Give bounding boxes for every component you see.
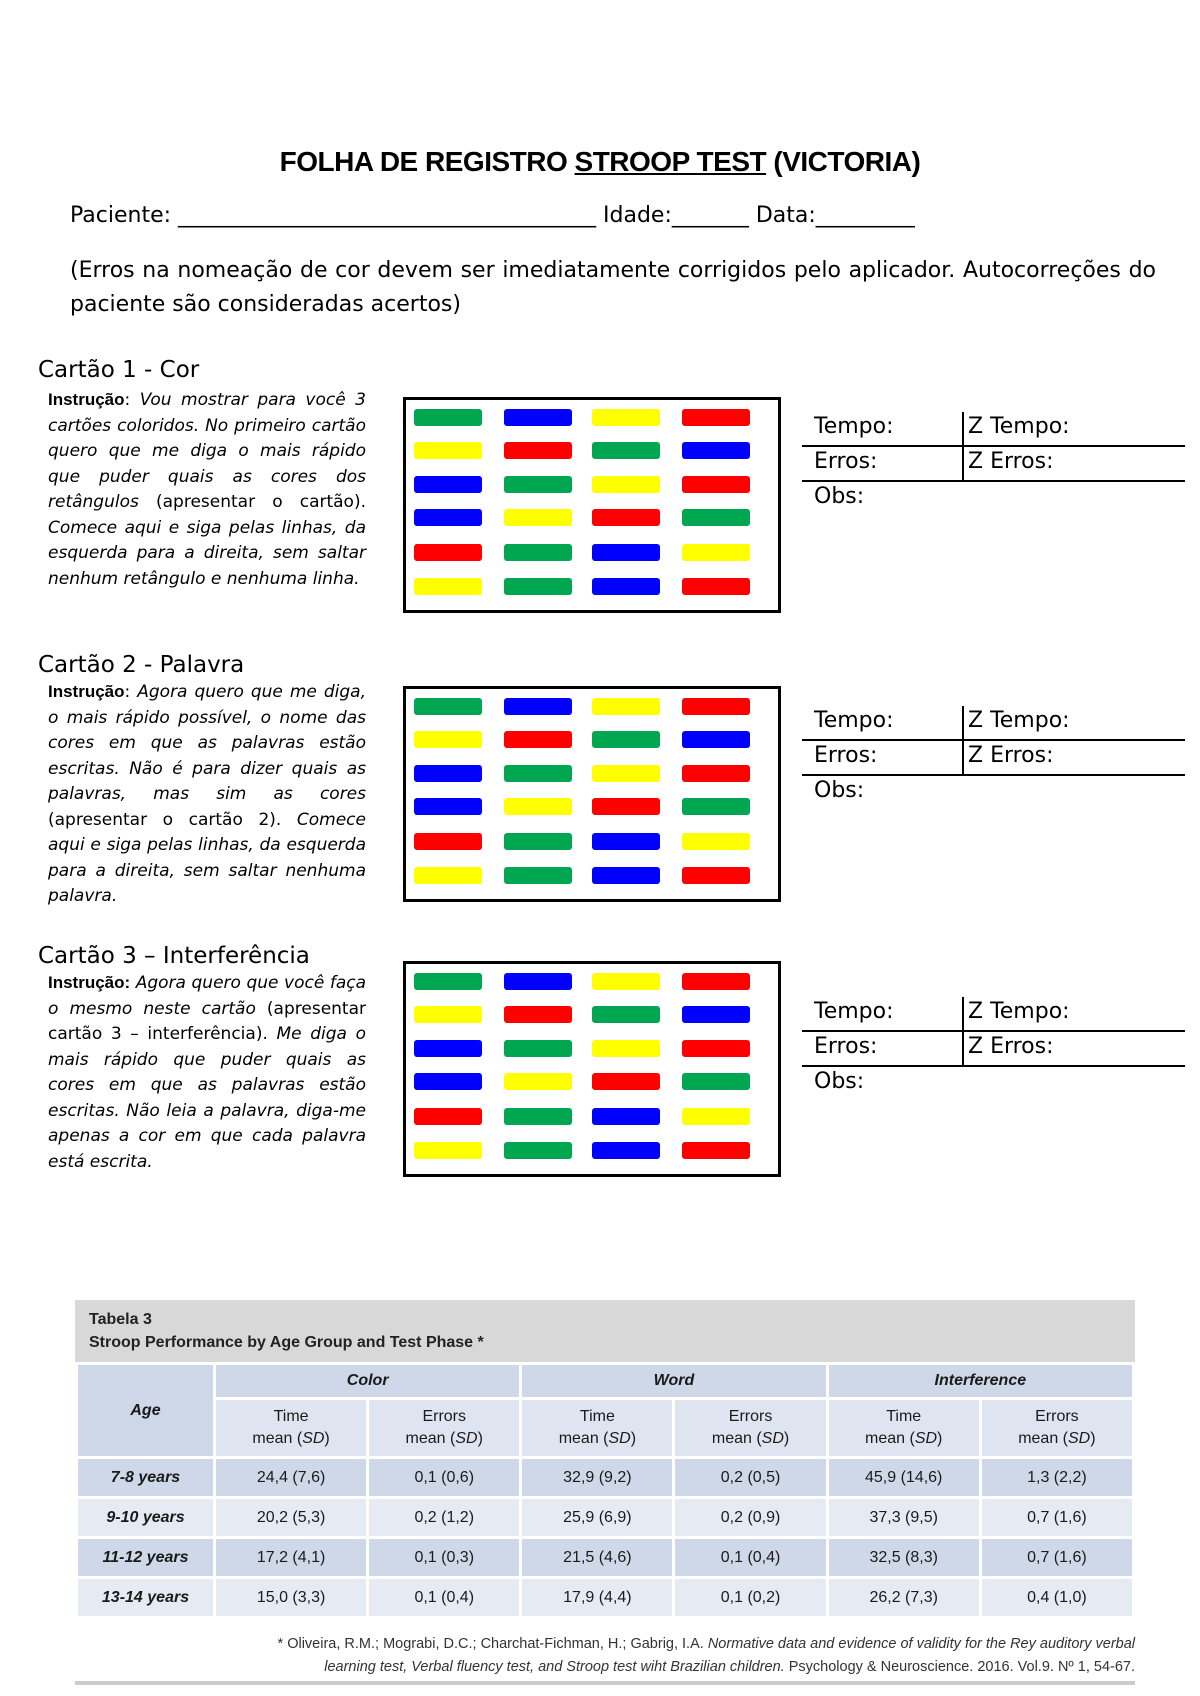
color-bar-red (592, 1073, 660, 1090)
value-cell: 0,1 (0,6) (368, 1458, 521, 1498)
title-prefix: FOLHA DE REGISTRO (279, 146, 575, 177)
color-bar-green (682, 798, 750, 815)
color-bar-green (414, 698, 482, 715)
color-bar-green (504, 867, 572, 884)
age-group-cell: 9-10 years (77, 1498, 215, 1538)
score-fields (802, 706, 1185, 809)
color-bar-yellow (414, 731, 482, 748)
color-bar-red (682, 765, 750, 782)
z-erros-label: Z Erros: (968, 743, 1054, 768)
value-cell: 0,1 (0,2) (674, 1578, 827, 1618)
color-bar-green (682, 509, 750, 526)
sub-header-label: Errors (422, 1408, 467, 1425)
stat-prefix: mean ( (1018, 1430, 1068, 1447)
correction-notice: (Erros na nomeação de cor devem ser imediatamente corrigidos pelo aplicador. Autocorreções do paciente são consideradas acertos) (70, 258, 1156, 317)
instruction-text: (apresentar o cartão). (155, 492, 366, 512)
value-cell: 0,2 (0,5) (674, 1458, 827, 1498)
color-bar-green (504, 833, 572, 850)
group-header-interference: Interference (827, 1364, 1133, 1399)
color-bar-red (504, 1006, 572, 1023)
color-bar-green (504, 765, 572, 782)
erros-label: Erros: (814, 1034, 878, 1059)
value-cell: 0,4 (1,0) (980, 1578, 1133, 1618)
title-underlined: STROOP TEST (574, 146, 767, 177)
table-row (77, 1498, 1134, 1538)
erros-label: Erros: (814, 743, 878, 768)
sub-header-label: Errors (1035, 1408, 1079, 1425)
color-bar-blue (592, 578, 660, 595)
value-cell: 0,7 (1,6) (980, 1498, 1133, 1538)
instruction-text: Me diga o mais rápido que puder quais as cores em que as palavras estão escritas. Não leia a palavra, diga-me apenas a cor em que cada palavra está escrita. (48, 1024, 366, 1172)
age-group-cell: 11-12 years (77, 1538, 215, 1578)
value-cell: 21,5 (4,6) (521, 1538, 674, 1578)
value-cell: 32,9 (9,2) (521, 1458, 674, 1498)
color-bar-green (504, 1108, 572, 1125)
erros-label: Erros: (814, 449, 878, 474)
color-bar-yellow (414, 1142, 482, 1159)
color-bar-yellow (682, 1108, 750, 1125)
stat-sd: SD (608, 1430, 631, 1447)
group-header-word: Word (521, 1364, 827, 1399)
instruction-label: Instrução (48, 390, 125, 409)
stat-sd: SD (761, 1430, 784, 1447)
z-tempo-label: Z Tempo: (968, 708, 1070, 733)
card-instruction (48, 387, 366, 592)
sub-header-errors (674, 1399, 827, 1458)
reference-citation (75, 1633, 1135, 1679)
color-bar-red (414, 833, 482, 850)
instruction-label: Instrução: (48, 973, 131, 992)
sub-header-stat (829, 1428, 979, 1450)
color-bar-red (414, 1108, 482, 1125)
obs-label: Obs: (814, 484, 865, 509)
color-bar-green (504, 1040, 572, 1057)
stat-prefix: mean ( (711, 1430, 762, 1447)
color-bar-blue (592, 1142, 660, 1159)
color-bar-yellow (414, 1006, 482, 1023)
sub-header-stat (675, 1428, 825, 1450)
score-fields (802, 997, 1185, 1100)
reference-title-part1: Normative data and evidence of validity for the Rey auditory verbal (707, 1636, 1135, 1652)
value-cell: 25,9 (6,9) (521, 1498, 674, 1538)
color-bar-blue (414, 509, 482, 526)
reference-authors: * Oliveira, R.M.; Mograbi, D.C.; Charchat-Fichman, H.; Gabrig, I.A. (277, 1636, 708, 1652)
color-bar-red (682, 973, 750, 990)
table-row (77, 1538, 1134, 1578)
color-bar-red (682, 867, 750, 884)
instruction-label: Instrução (48, 682, 125, 701)
color-bar-yellow (414, 867, 482, 884)
stat-suffix: ) (477, 1430, 483, 1447)
color-bar-red (682, 1142, 750, 1159)
value-cell: 45,9 (14,6) (827, 1458, 980, 1498)
color-bar-yellow (504, 798, 572, 815)
color-bar-yellow (682, 833, 750, 850)
table-row (77, 1458, 1134, 1498)
score-row (802, 741, 1185, 776)
value-cell: 26,2 (7,3) (827, 1578, 980, 1618)
stat-suffix: ) (937, 1430, 943, 1447)
color-bar-yellow (592, 476, 660, 493)
value-cell: 1,3 (2,2) (980, 1458, 1133, 1498)
color-bar-blue (682, 731, 750, 748)
sub-header-label: Time (579, 1408, 615, 1425)
value-cell: 0,2 (0,9) (674, 1498, 827, 1538)
stat-prefix: mean ( (865, 1430, 915, 1447)
color-bar-blue (414, 1040, 482, 1057)
table-sub-header-row (77, 1399, 1134, 1458)
color-bar-yellow (592, 698, 660, 715)
sub-header-stat (522, 1428, 672, 1450)
color-bar-blue (592, 833, 660, 850)
tempo-label: Tempo: (814, 708, 894, 733)
value-cell: 17,2 (4,1) (215, 1538, 368, 1578)
sub-header-stat (982, 1428, 1132, 1450)
stat-suffix: ) (783, 1430, 790, 1447)
color-stimulus-card (403, 961, 781, 1177)
sub-header-label: Time (886, 1408, 922, 1425)
color-bar-red (682, 409, 750, 426)
color-bar-red (682, 578, 750, 595)
color-bar-yellow (592, 765, 660, 782)
z-tempo-label: Z Tempo: (968, 999, 1070, 1024)
value-cell: 0,1 (0,3) (368, 1538, 521, 1578)
score-fields (802, 412, 1185, 515)
obs-label: Obs: (814, 1069, 865, 1094)
color-bar-blue (414, 798, 482, 815)
instruction-text: Vou mostrar para você 3 cartões coloridos. No primeiro cartão quero que me diga o mais rápido que puder quais as cores dos retângulos (48, 390, 366, 512)
z-erros-label: Z Erros: (968, 1034, 1054, 1059)
value-cell: 15,0 (3,3) (215, 1578, 368, 1618)
score-row (802, 447, 1185, 482)
color-bar-yellow (592, 973, 660, 990)
card-title: Cartão 2 - Palavra (38, 652, 245, 678)
normative-table-block (75, 1300, 1135, 1630)
color-bar-red (592, 798, 660, 815)
score-row (802, 412, 1185, 447)
table-group-header-row (77, 1364, 1134, 1399)
score-row (802, 482, 1185, 515)
color-stimulus-card (403, 686, 781, 902)
value-cell: 37,3 (9,5) (827, 1498, 980, 1538)
color-bar-green (414, 409, 482, 426)
score-row (802, 1032, 1185, 1067)
value-cell: 0,2 (1,2) (368, 1498, 521, 1538)
instruction-text: : (124, 390, 140, 410)
value-cell: 32,5 (8,3) (827, 1538, 980, 1578)
stat-sd: SD (1068, 1430, 1091, 1447)
color-bar-green (592, 1006, 660, 1023)
color-bar-blue (682, 1006, 750, 1023)
sub-header-label: Errors (728, 1408, 773, 1425)
instruction-text: Agora quero que você faça o mesmo neste cartão (48, 973, 367, 1019)
instruction-text: Comece aqui e siga pelas linhas, da esquerda para a direita, sem saltar nenhum retângulo e nenhuma linha. (48, 517, 366, 589)
color-bar-red (682, 476, 750, 493)
score-row (802, 776, 1185, 809)
color-bar-yellow (414, 578, 482, 595)
normative-table-caption (75, 1300, 1135, 1362)
stat-sd: SD (455, 1430, 478, 1447)
color-bar-blue (414, 1073, 482, 1090)
color-bar-blue (682, 442, 750, 459)
color-bar-yellow (504, 1073, 572, 1090)
value-cell: 17,9 (4,4) (521, 1578, 674, 1618)
sub-header-time (521, 1399, 674, 1458)
stat-suffix: ) (630, 1430, 637, 1447)
reference-line-1 (75, 1633, 1135, 1656)
sub-header-time (827, 1399, 980, 1458)
stat-prefix: mean ( (405, 1430, 456, 1447)
instruction-text: (apresentar cartão 3 – interferência). (48, 998, 366, 1044)
color-bar-green (504, 1142, 572, 1159)
color-bar-red (682, 698, 750, 715)
stat-suffix: ) (1090, 1430, 1096, 1447)
color-bar-green (592, 731, 660, 748)
score-row (802, 706, 1185, 741)
color-bar-blue (592, 1108, 660, 1125)
reference-title-part2: learning test, Verbal fluency test, and Stroop test wiht Brazilian children. (324, 1659, 785, 1675)
color-bar-blue (504, 698, 572, 715)
table-row (77, 1578, 1134, 1618)
color-bar-green (504, 476, 572, 493)
sub-header-stat (369, 1428, 519, 1450)
stat-suffix: ) (324, 1430, 330, 1447)
value-cell: 0,7 (1,6) (980, 1538, 1133, 1578)
instruction-text: : (124, 682, 138, 702)
tempo-label: Tempo: (814, 999, 894, 1024)
score-row (802, 1067, 1185, 1100)
color-bar-yellow (592, 1040, 660, 1057)
color-bar-green (504, 578, 572, 595)
age-group-cell: 13-14 years (77, 1578, 215, 1618)
color-bar-yellow (592, 409, 660, 426)
color-bar-blue (592, 867, 660, 884)
bottom-divider (75, 1681, 1135, 1685)
tempo-label: Tempo: (814, 414, 894, 439)
color-bar-red (592, 509, 660, 526)
stat-prefix: mean ( (252, 1430, 303, 1447)
color-bar-green (592, 442, 660, 459)
color-bar-blue (504, 973, 572, 990)
z-erros-label: Z Erros: (968, 449, 1054, 474)
card-title: Cartão 1 - Cor (38, 357, 200, 383)
color-bar-blue (592, 544, 660, 561)
sub-header-stat (216, 1428, 366, 1450)
value-cell: 0,1 (0,4) (674, 1538, 827, 1578)
color-bar-red (504, 731, 572, 748)
card-title: Cartão 3 – Interferência (38, 943, 310, 969)
table-caption-title: Tabela 3 (89, 1311, 152, 1328)
color-bar-green (682, 1073, 750, 1090)
table-caption-subtitle: Stroop Performance by Age Group and Test Phase * (89, 1334, 484, 1351)
color-bar-yellow (414, 442, 482, 459)
sub-header-errors (368, 1399, 521, 1458)
sub-header-errors (980, 1399, 1133, 1458)
reference-journal: Psychology & Neuroscience. 2016. Vol.9. Nº 1, 54-67. (784, 1659, 1135, 1675)
sub-header-time (215, 1399, 368, 1458)
card-instruction (48, 679, 366, 910)
z-tempo-label: Z Tempo: (968, 414, 1070, 439)
card-instruction (48, 970, 366, 1175)
color-stimulus-card (403, 397, 781, 613)
stat-sd: SD (302, 1430, 325, 1447)
age-group-cell: 7-8 years (77, 1458, 215, 1498)
stat-prefix: mean ( (558, 1430, 609, 1447)
instruction-text: Agora quero que me diga, o mais rápido possível, o nome das cores em que as palavras estão escritas. Não é para dizer quais as palavras, mas sim as cores (48, 682, 366, 804)
obs-label: Obs: (814, 778, 865, 803)
color-bar-red (504, 442, 572, 459)
value-cell: 20,2 (5,3) (215, 1498, 368, 1538)
instruction-text: Comece aqui e siga pelas linhas, da esquerda para a direita, sem saltar nenhuma palavra. (48, 809, 366, 906)
color-bar-blue (414, 476, 482, 493)
age-column-header: Age (77, 1364, 215, 1458)
title-suffix: (VICTORIA) (766, 146, 921, 177)
instruction-text: (apresentar o cartão 2). (48, 809, 297, 830)
value-cell: 24,4 (7,6) (215, 1458, 368, 1498)
color-bar-red (682, 1040, 750, 1057)
normative-table (75, 1362, 1135, 1619)
patient-info-line: Paciente: ______________________________________ Idade:_______ Data:_________ (70, 203, 915, 228)
color-bar-red (414, 544, 482, 561)
stat-sd: SD (914, 1430, 938, 1447)
color-bar-blue (414, 765, 482, 782)
reference-line-2 (75, 1656, 1135, 1679)
group-header-color: Color (215, 1364, 521, 1399)
page-title (0, 146, 1200, 178)
value-cell: 0,1 (0,4) (368, 1578, 521, 1618)
color-bar-blue (504, 409, 572, 426)
color-bar-green (414, 973, 482, 990)
color-bar-green (504, 544, 572, 561)
score-row (802, 997, 1185, 1032)
sub-header-label: Time (273, 1408, 309, 1425)
color-bar-yellow (682, 544, 750, 561)
color-bar-yellow (504, 509, 572, 526)
